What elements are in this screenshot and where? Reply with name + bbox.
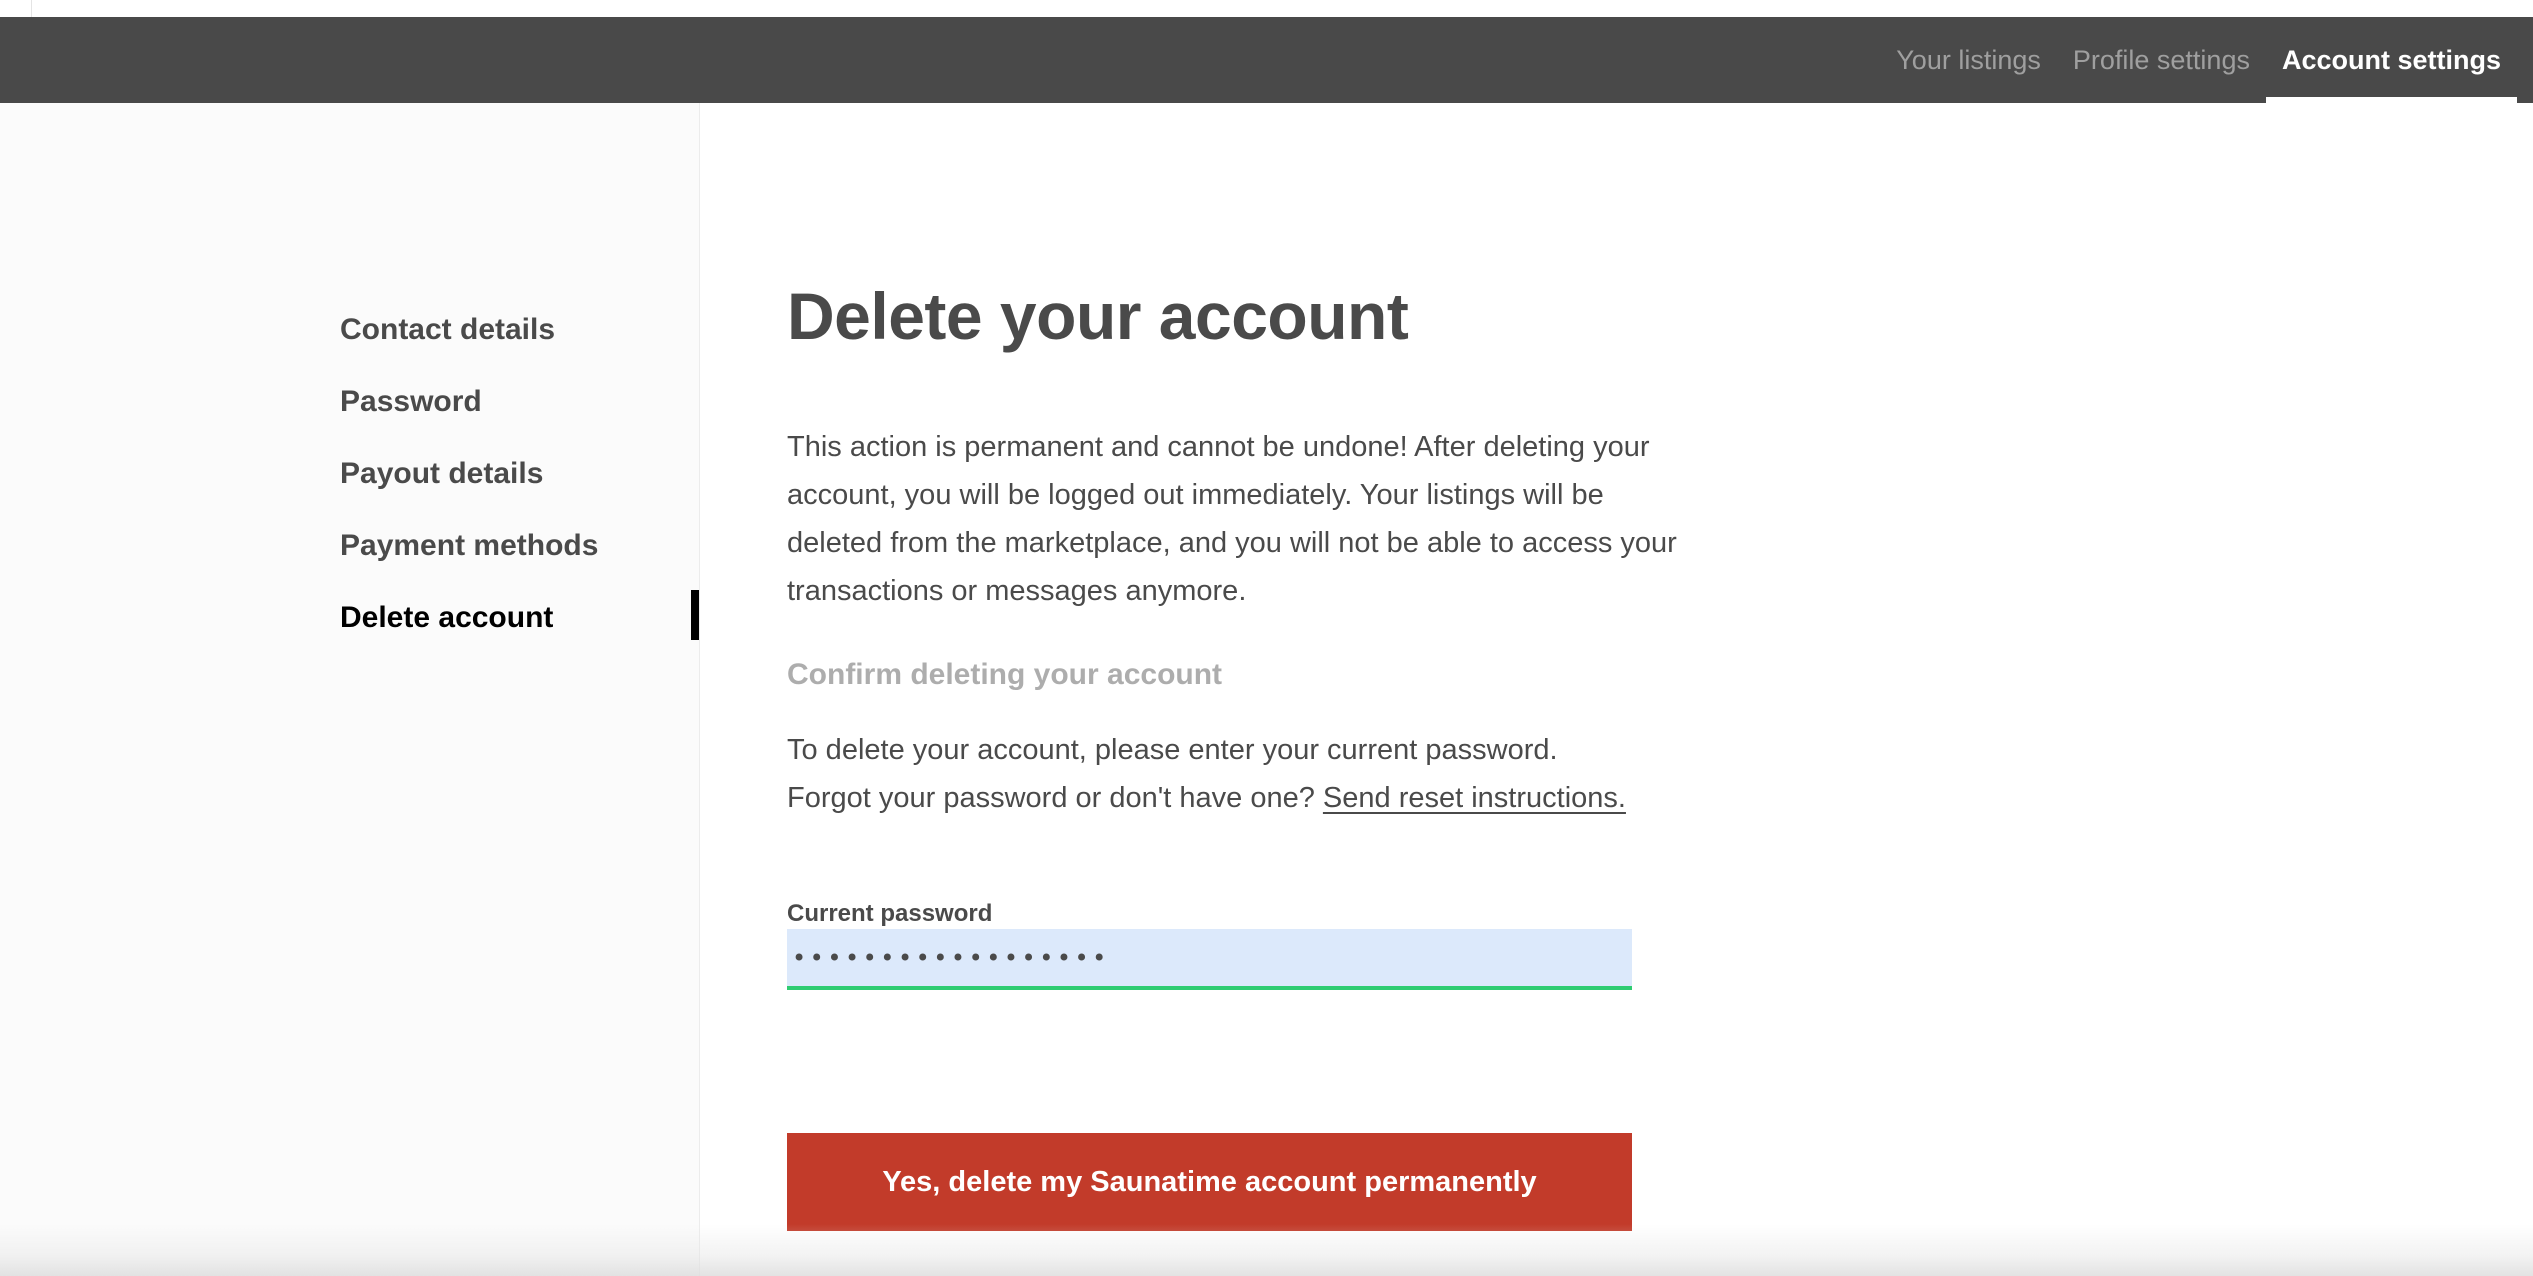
sidebar-item-payout-details[interactable]: Payout details — [340, 457, 544, 490]
page-title: Delete your account — [787, 279, 1409, 353]
main-content — [700, 103, 2533, 1276]
instruction-line: To delete your account, please enter your current password. — [787, 734, 1558, 766]
instruction-line — [787, 774, 1687, 822]
delete-warning-text — [787, 423, 1687, 615]
forgot-password-text: Forgot your password or don't have one? — [787, 782, 1323, 814]
nav-item-account-settings[interactable]: Account settings — [2266, 17, 2517, 103]
sidebar-item-contact-details[interactable]: Contact details — [340, 313, 556, 346]
sidebar-item-delete-account[interactable]: Delete account — [340, 601, 554, 634]
top-navigation-bar — [0, 17, 2533, 103]
warning-line: This action is permanent and cannot be undone! After deleting your — [787, 431, 1650, 463]
current-password-input[interactable] — [787, 929, 1632, 990]
password-instructions — [787, 726, 1687, 822]
settings-sidebar — [0, 103, 700, 1276]
top-strip-divider — [31, 0, 32, 17]
nav-item-profile-settings[interactable]: Profile settings — [2072, 44, 2250, 75]
current-password-label: Current password — [787, 900, 993, 927]
active-item-indicator-bar — [691, 590, 699, 640]
send-reset-instructions-link[interactable]: Send reset instructions. — [1322, 782, 1626, 814]
warning-line: deleted from the marketplace, and you will not be able to access your — [787, 527, 1677, 559]
sidebar-item-payment-methods[interactable]: Payment methods — [340, 529, 599, 562]
confirm-delete-account-button[interactable]: Yes, delete my Saunatime account permanently — [787, 1133, 1632, 1231]
warning-line: transactions or messages anymore. — [787, 575, 1247, 607]
warning-line: account, you will be logged out immediately. Your listings will be — [787, 479, 1604, 511]
top-strip — [0, 0, 2533, 17]
sidebar-item-password[interactable]: Password — [340, 385, 482, 418]
settings-sidebar-menu — [340, 315, 598, 633]
nav-item-your-listings[interactable]: Your listings — [1896, 44, 2041, 75]
confirm-subheading: Confirm deleting your account — [787, 658, 1223, 691]
